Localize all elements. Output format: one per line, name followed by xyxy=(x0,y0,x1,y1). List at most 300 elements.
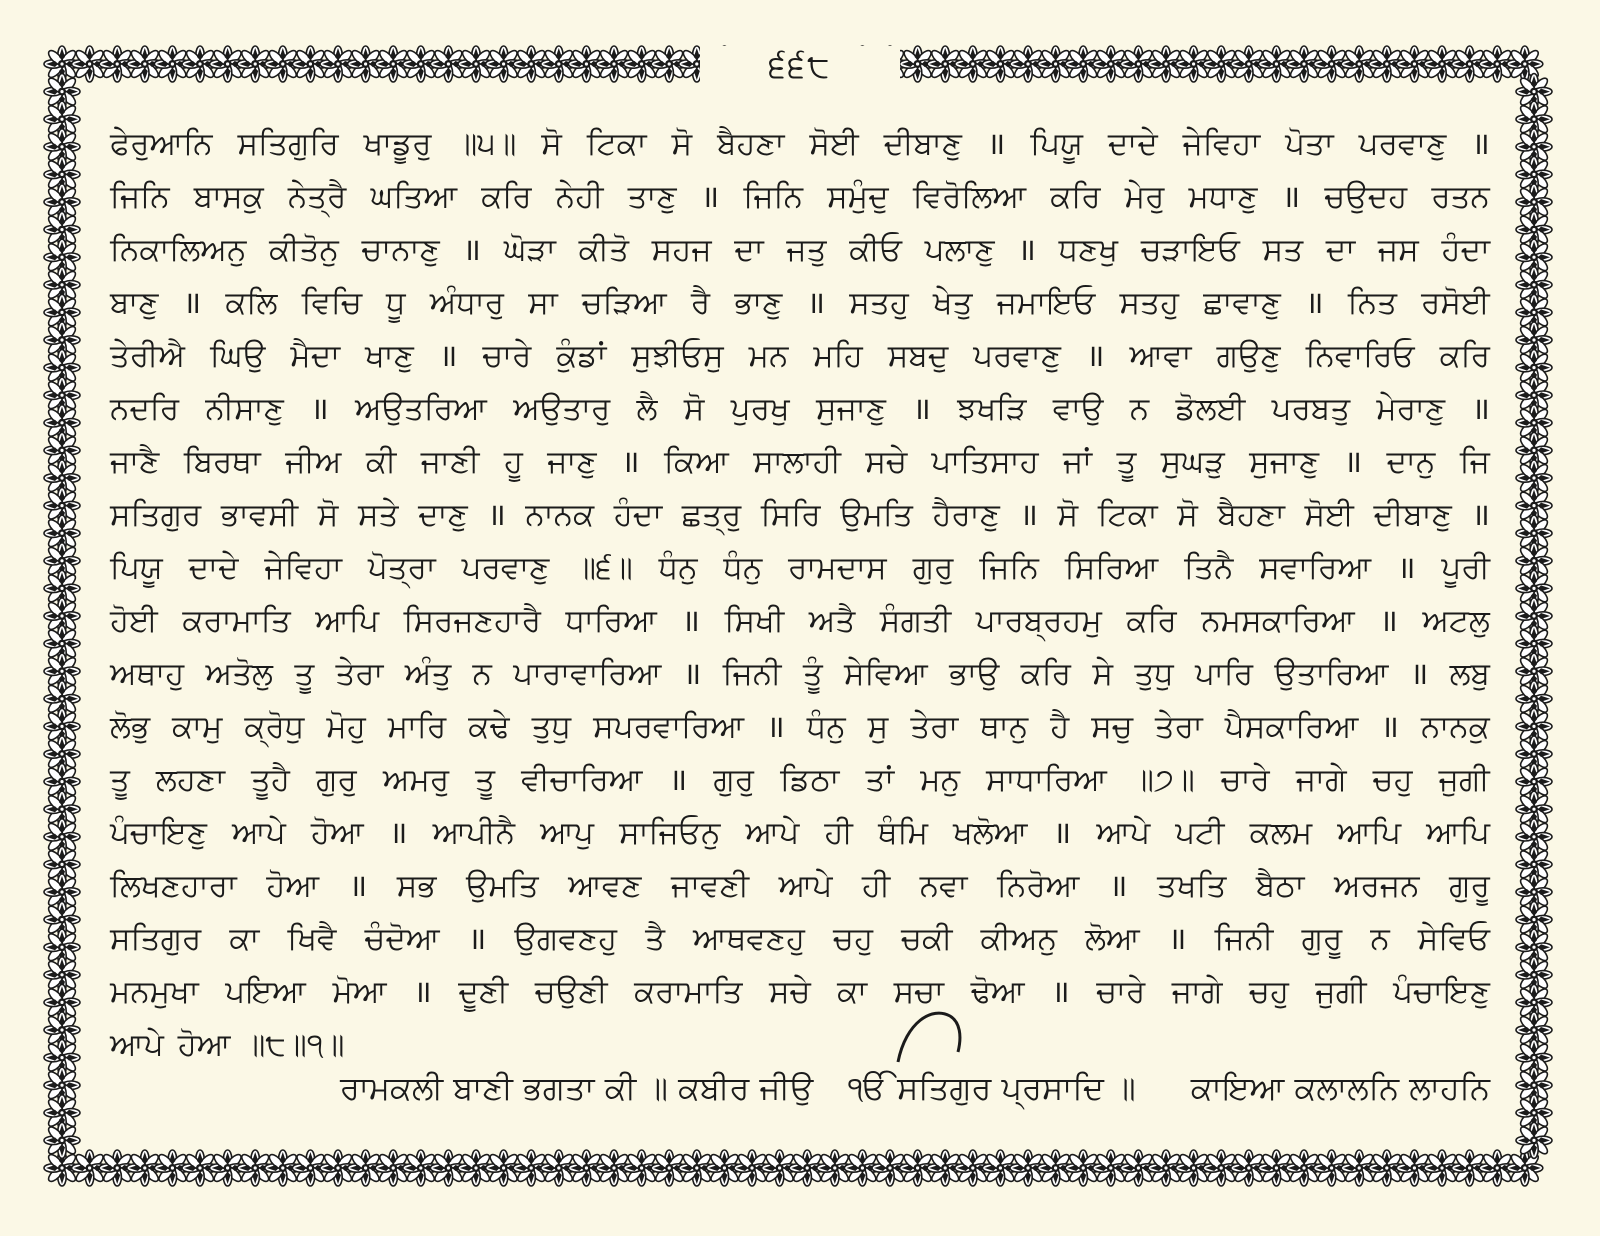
word: ਸੋ xyxy=(541,126,562,162)
word: ਕੀ xyxy=(365,444,397,480)
word: ਗੁਰੁ xyxy=(315,762,357,798)
word: ਆਪਿ xyxy=(315,603,379,639)
word: ਫੇਰੁਆਨਿ xyxy=(110,126,213,162)
word: ਛਤ੍ਰੁ xyxy=(681,497,742,533)
word: ਅਮਰੁ xyxy=(382,762,450,798)
word: ਕਰਾਮਾਤਿ xyxy=(182,603,291,639)
word: ਅਥਾਹੁ xyxy=(110,656,185,692)
word: ॥ xyxy=(1471,126,1490,162)
word: ਜਾਗੇ xyxy=(1171,974,1223,1010)
word: ਗੁਰੂ xyxy=(1449,868,1490,904)
word: ਮਧਾਣੁ xyxy=(1188,179,1258,215)
word: ਵਾਉ xyxy=(1052,391,1104,427)
word: ਖਾਣੁ xyxy=(365,338,414,374)
word: ॥ xyxy=(388,815,408,851)
text-line xyxy=(110,648,1490,701)
word: ਘੋੜਾ xyxy=(503,232,556,268)
word: ਕੀਤੋ xyxy=(578,232,629,268)
word: ਰਾਮਦਾਸ xyxy=(788,550,887,586)
word: ਚਕੀ xyxy=(901,921,953,957)
word: ਲੋਭੁ xyxy=(110,709,150,745)
word: ਸਮੁੰਦੁ xyxy=(827,179,889,215)
word: ॥੫॥ xyxy=(456,126,517,162)
word: ਕੀਓ xyxy=(849,232,902,268)
word: ਲਬੁ xyxy=(1449,656,1490,692)
word: ਆਪੁ xyxy=(540,815,594,851)
word: ਢੋਆ xyxy=(970,974,1025,1010)
word: ਅਉਤਰਿਆ xyxy=(355,391,487,427)
word: ਪਿਯੂ xyxy=(1030,126,1083,162)
word: ਚਹੁ xyxy=(833,921,873,957)
word: ਤੂੰ xyxy=(802,656,823,692)
heading-left: ਰਾਮਕਲੀ ਬਾਣੀ ਭਗਤਾ ਕੀ ॥ ਕਬੀਰ ਜੀਉ xyxy=(340,1069,814,1107)
word: ਗੁਰੁ xyxy=(713,762,754,798)
word: ਸਿਖੀ xyxy=(724,603,785,639)
word: ਕੁੰਡਾਂ xyxy=(556,338,607,374)
word: ਵੀਚਾਰਿਆ xyxy=(521,762,643,798)
word: ਦੀਬਾਣੁ xyxy=(1373,497,1452,533)
word: ਤੁਧੁ xyxy=(531,709,572,745)
word: ਨੇਤ੍ਰੈ xyxy=(287,179,347,215)
word: ਸਵਾਰਿਆ xyxy=(1259,550,1372,586)
word: ਗੁਰੂ xyxy=(1301,921,1343,957)
word: ਟਿਕਾ xyxy=(1097,497,1158,533)
text-line xyxy=(110,860,1490,913)
word: ਤੈ xyxy=(645,921,665,957)
word: ਹੈ xyxy=(1050,709,1070,745)
word: ਬੈਠਾ xyxy=(1255,868,1305,904)
word: ਆਪੇ xyxy=(745,815,800,851)
word: ਦਾਨੁ xyxy=(1386,444,1436,480)
word: ਜੁਗੀ xyxy=(1438,762,1490,798)
word: ॥ xyxy=(1380,709,1399,745)
word: ਆਪੇ xyxy=(232,815,286,851)
word: ਬੈਹਣਾ xyxy=(1217,497,1285,533)
word: ॥ xyxy=(1052,815,1072,851)
word: ਸੇ xyxy=(1092,656,1113,692)
word: ਅਤੈ xyxy=(808,603,856,639)
section-heading xyxy=(340,1060,1490,1116)
text-line xyxy=(110,966,1490,1019)
word: ਜਾਣੀ xyxy=(420,444,480,480)
word: ਤੂ xyxy=(475,762,495,798)
word: ਜਾਂ xyxy=(1063,444,1093,480)
word: ਘਿਉ xyxy=(209,338,266,374)
word: ਜਮਾਇਓ xyxy=(996,285,1096,321)
word: ਮੈਦਾ xyxy=(290,338,341,374)
word: ॥ xyxy=(467,921,487,957)
word: ਅੰਧਾਰੁ xyxy=(429,285,505,321)
word: ਸਤਿਗੁਰ xyxy=(110,921,202,957)
word: ਦੀਬਾਣੁ xyxy=(883,126,962,162)
word: ਜਸ xyxy=(1377,232,1419,268)
word: ਧੰਨੁ xyxy=(658,550,698,586)
word: ਤੂਹੈ xyxy=(251,762,290,798)
text-line xyxy=(110,913,1490,966)
word: ਨਦਰਿ xyxy=(110,391,180,427)
word: ਛਾਵਾਣੁ xyxy=(1203,285,1281,321)
word: ਸਾਲਾਹੀ xyxy=(753,444,841,480)
word: ਕਰਿ xyxy=(1439,338,1490,374)
word: ਥੰਮਿ xyxy=(877,815,928,851)
word: ਸੋ xyxy=(317,497,339,533)
word: ਉਗਵਣਹੁ xyxy=(514,921,617,957)
word: ਤਖਤਿ xyxy=(1156,868,1227,904)
word: ਹੋਆ xyxy=(266,868,320,904)
word: ਸਿਰਿਆ xyxy=(1064,550,1159,586)
word: ਧੂ xyxy=(386,285,406,321)
word: ਰਤਨ xyxy=(1431,179,1490,215)
word: ਖਿਵੈ xyxy=(287,921,337,957)
word: ਥਾਨੁ xyxy=(980,709,1029,745)
word: ਚੰਦੋਆ xyxy=(364,921,440,957)
word: ਕੀਅਨੁ xyxy=(980,921,1057,957)
word: ਸੋ xyxy=(1177,497,1198,533)
word: ਨਿਰੋਆ xyxy=(997,868,1080,904)
word: ਸੁਘੜੁ xyxy=(1160,444,1225,480)
word: ਰੈ xyxy=(690,285,711,321)
word: ਜੇਵਿਹਾ xyxy=(264,550,342,586)
word: ਹੰਦਾ xyxy=(1441,232,1490,268)
word: ॥ xyxy=(1017,232,1036,268)
word: ਨੀਸਾਣੁ xyxy=(205,391,284,427)
word: ਮਨੁ xyxy=(920,762,960,798)
word: ਗਉਣੁ xyxy=(1216,338,1281,374)
word: ਝਖੜਿ xyxy=(957,391,1027,427)
word: ਪਰਵਾਣੁ xyxy=(461,550,550,586)
word: ਚਉਦਹ xyxy=(1324,179,1408,215)
word: ਤੇਰਾ xyxy=(335,656,384,692)
word: ਜਿ xyxy=(1459,444,1490,480)
word: ਸਤਹੁ xyxy=(849,285,909,321)
word: ਹੀ xyxy=(824,815,853,851)
word: ਮੇਰੁ xyxy=(1124,179,1165,215)
word: ॥ xyxy=(912,391,931,427)
word: ਸੁਝੀਓਸੁ xyxy=(631,338,724,374)
word: ਸੋ xyxy=(683,391,705,427)
text-line xyxy=(110,224,1490,277)
border-flower xyxy=(44,1122,80,1158)
word: ਡੋਲਈ xyxy=(1175,391,1246,427)
word: ਸੁਜਾਣੁ xyxy=(1249,444,1320,480)
word: ਕਰਾਮਾਤਿ xyxy=(634,974,743,1010)
word: ਸਚੁ xyxy=(1091,709,1133,745)
word: ਮਾਰਿ xyxy=(387,709,447,745)
word: ਆਥਵਣਹੁ xyxy=(692,921,805,957)
word: ॥ xyxy=(1471,391,1490,427)
word: ॥ xyxy=(682,656,702,692)
word: ਧਾਰਿਆ xyxy=(565,603,657,639)
word: ਤਾਂ xyxy=(865,762,895,798)
word: ॥ xyxy=(1396,550,1416,586)
word: ॥ xyxy=(668,762,688,798)
word: ਕਿਆ xyxy=(664,444,729,480)
word: ਜਾਣੈ xyxy=(110,444,160,480)
word: ਨ xyxy=(1129,391,1150,427)
word: ॥੭॥ xyxy=(1132,762,1195,798)
word: ਧੰਨੁ xyxy=(806,709,846,745)
text-line xyxy=(110,330,1490,383)
word: ਤੇਰਾ xyxy=(1154,709,1203,745)
word: ਜੁਗੀ xyxy=(1315,974,1367,1010)
word: ॥ xyxy=(1343,444,1363,480)
word: ॥ xyxy=(1471,497,1490,533)
word: ਤੇਰੀਐ xyxy=(110,338,185,374)
word: ਤੁਧੁ xyxy=(1134,656,1174,692)
border-flower xyxy=(1516,1122,1552,1158)
word: ਚਹੁ xyxy=(1248,974,1289,1010)
word: ਕਲਮ xyxy=(1249,815,1313,851)
word: ਲਹਣਾ xyxy=(155,762,225,798)
word: ਹੈਰਾਣੁ xyxy=(932,497,1000,533)
word: ॥ xyxy=(1085,338,1105,374)
word: ਸੰਗਤੀ xyxy=(879,603,952,639)
word: ਨਾਨਕੁ xyxy=(1420,709,1490,745)
word: ਕਾਮੁ xyxy=(171,709,223,745)
word: ਸਾਜਿਓਨੁ xyxy=(619,815,721,851)
word: ਚਉਣੀ xyxy=(534,974,608,1010)
word: ਸਤਿਗੁਰਿ xyxy=(237,126,339,162)
word: ਲੈ xyxy=(636,391,658,427)
word: ਡਿਠਾ xyxy=(780,762,840,798)
word: ਨਿਵਾਰਿਓ xyxy=(1305,338,1415,374)
word: ਧੰਨੁ xyxy=(723,550,763,586)
word: ਹੰਦਾ xyxy=(613,497,663,533)
word: ਸੇਵਿਆ xyxy=(843,656,928,692)
word: ਖਾਡੂਰੁ xyxy=(363,126,432,162)
word: ਹੀ xyxy=(861,868,891,904)
word: ਸਪਰਵਾਰਿਆ xyxy=(593,709,745,745)
word: ਕਰਿ xyxy=(1020,656,1072,692)
text-line xyxy=(110,171,1490,224)
word: ਕਰਿ xyxy=(481,179,532,215)
word: ਲੋਆ xyxy=(1085,921,1140,957)
word: ॥ xyxy=(487,497,506,533)
word: ਸੋ xyxy=(671,126,693,162)
word: ਨਮਸਕਾਰਿਆ xyxy=(1201,603,1355,639)
word: ਸਾ xyxy=(528,285,558,321)
word: ਆਪੇ xyxy=(778,868,833,904)
word: ॥ xyxy=(462,232,481,268)
word: ਸਾਧਾਰਿਆ xyxy=(986,762,1107,798)
word: ਪੰਚਾਇਣੁ xyxy=(1393,974,1490,1010)
word: ਕ੍ਰੋਧੁ xyxy=(244,709,305,745)
word: ਸਤਿਗੁਰ xyxy=(110,497,202,533)
word: ਦੂਣੀ xyxy=(458,974,509,1010)
word: ॥ xyxy=(1019,497,1038,533)
word: ਸੁ xyxy=(867,709,889,745)
word: ਪਾਰਾਵਾਰਿਆ xyxy=(513,656,662,692)
word: ਸਤ xyxy=(1262,232,1304,268)
word: ਲਿਖਣਹਾਰਾ xyxy=(110,868,237,904)
word: ॥ xyxy=(1051,974,1070,1010)
word: ਪਇਆ xyxy=(225,974,306,1010)
word: ਪਿਯੂ xyxy=(110,550,163,586)
word: ॥ xyxy=(1167,921,1187,957)
word: ਪੋਤ੍ਰਾ xyxy=(367,550,436,586)
word: ਮੋਆ xyxy=(332,974,387,1010)
word: ਜਾਵਣੀ xyxy=(671,868,750,904)
word: ਦਾਦੇ xyxy=(188,550,239,586)
word: ਦਾਦੇ xyxy=(1107,126,1158,162)
word: ਪੰਚਾਇਣੁ xyxy=(110,815,207,851)
text-line xyxy=(110,542,1490,595)
word: ਖੇਤੁ xyxy=(933,285,973,321)
word: ਤਿਨੈ xyxy=(1184,550,1234,586)
word: ਜਤੁ xyxy=(786,232,827,268)
word: ਪੋਤਾ xyxy=(1285,126,1334,162)
word: ਸਿਰਿ xyxy=(760,497,821,533)
word: ਪਰਵਾਣੁ xyxy=(1358,126,1447,162)
word: ਨ xyxy=(1370,921,1390,957)
word: ਅਟਲੁ xyxy=(1422,603,1490,639)
word: ਨ xyxy=(472,656,492,692)
word: ਆਪੀਨੈ xyxy=(432,815,516,851)
text-line xyxy=(110,489,1490,542)
word: ਘਤਿਆ xyxy=(370,179,458,215)
word: ਜੀਅ xyxy=(285,444,342,480)
word: ਪੈਸਕਾਰਿਆ xyxy=(1224,709,1359,745)
word: ਹੂ xyxy=(503,444,523,480)
word: ਸਭ xyxy=(396,868,437,904)
word: ਆਪਿ xyxy=(1337,815,1402,851)
word: ਜਾਗੇ xyxy=(1295,762,1347,798)
word: ॥ xyxy=(1281,179,1301,215)
word: ਤੂ xyxy=(294,656,315,692)
word: ਮਨ xyxy=(748,338,789,374)
word: ਸੋਈ xyxy=(1304,497,1354,533)
word: ਹੋਈ xyxy=(110,603,158,639)
word: ॥ xyxy=(1305,285,1324,321)
word: ਚੜਾਇਓ xyxy=(1140,232,1240,268)
word: ਆਪੇ xyxy=(1096,815,1151,851)
word: ਪਰਬਤੁ xyxy=(1271,391,1351,427)
word: ਅਉਤਾਰੁ xyxy=(513,391,611,427)
word: ਦਾ xyxy=(1325,232,1356,268)
word: ਬਾਸਕੁ xyxy=(193,179,264,215)
word: ਹੋਆ xyxy=(177,1027,231,1063)
word: ਮਹਿ xyxy=(813,338,863,374)
word: ਅਤੋਲੁ xyxy=(205,656,273,692)
word: ਨਿਕਾਲਿਅਨੁ xyxy=(110,232,247,268)
word: ਉਮਤਿ xyxy=(465,868,539,904)
text-line xyxy=(110,807,1490,860)
word: ਕਢੇ xyxy=(468,709,510,745)
word: ਪਟੀ xyxy=(1175,815,1225,851)
word: ਬਿਰਥਾ xyxy=(183,444,261,480)
word: ਚਹੁ xyxy=(1372,762,1413,798)
word: ॥ xyxy=(348,868,368,904)
word: ਕਲਿ xyxy=(225,285,278,321)
word: ਸਚੇ xyxy=(769,974,811,1010)
word: ॥ xyxy=(182,285,202,321)
word: ਕਰਿ xyxy=(1050,179,1101,215)
word: ਮੋਹੁ xyxy=(326,709,366,745)
word: ਚਾਨਾਣੁ xyxy=(361,232,440,268)
word: ਉਮਤਿ xyxy=(840,497,913,533)
scripture-text xyxy=(110,118,1490,1072)
word: ਆਵਾ xyxy=(1129,338,1192,374)
word: ॥ xyxy=(621,444,640,480)
word: ਖਲੋਆ xyxy=(953,815,1028,851)
word: ਪਾਰਬ੍ਰਹਮੁ xyxy=(975,603,1102,639)
text-line xyxy=(110,118,1490,171)
word: ਬਾਣੁ xyxy=(110,285,159,321)
page-number: ੬੬੮ xyxy=(700,46,900,86)
word: ਸਤੇ xyxy=(357,497,399,533)
word: ਜੇਵਿਹਾ xyxy=(1182,126,1261,162)
word: ਕਾ xyxy=(837,974,868,1010)
word: ਮੇਰਾਣੁ xyxy=(1376,391,1446,427)
word: ਜਾਣੁ xyxy=(547,444,597,480)
text-line xyxy=(110,383,1490,436)
word: ਧਣਖੁ xyxy=(1058,232,1118,268)
word: ਆਪਿ xyxy=(1426,815,1490,851)
word: ॥੮॥੧॥ xyxy=(244,1027,345,1063)
word: ਪਰਵਾਣੁ xyxy=(973,338,1061,374)
word: ਨਾਨਕ xyxy=(525,497,595,533)
word: ॥ xyxy=(438,338,458,374)
word: ॥ xyxy=(413,974,432,1010)
word: ॥ xyxy=(1379,603,1398,639)
word: ਜਿਨਿ xyxy=(110,179,170,215)
word: ਆਵਣ xyxy=(568,868,642,904)
word: ਜਿਨੀ xyxy=(1214,921,1274,957)
word: ਜਿਨੀ xyxy=(722,656,782,692)
word: ਸਿਰਜਣਹਾਰੈ xyxy=(403,603,541,639)
word: ਪਾਤਿਸਾਹ xyxy=(931,444,1039,480)
word: ਪੁਰਖੁ xyxy=(730,391,790,427)
word: ਟਿਕਾ xyxy=(586,126,647,162)
word: ਤਾਣੁ xyxy=(627,179,677,215)
word: ਸਹਜ xyxy=(651,232,712,268)
word: ॥ xyxy=(310,391,329,427)
word: ਪਲਾਣੁ xyxy=(924,232,995,268)
word: ਭਾਵਸੀ xyxy=(220,497,299,533)
word: ਤੂ xyxy=(1116,444,1137,480)
word: ਚਾਰੇ xyxy=(1096,974,1146,1010)
word: ਬੈਹਣਾ xyxy=(717,126,785,162)
word: ॥੬॥ xyxy=(575,550,633,586)
word: ਸੁਜਾਣੁ xyxy=(815,391,886,427)
word: ਸਬਦੁ xyxy=(887,338,949,374)
text-line xyxy=(110,436,1490,489)
word: ਉਤਾਰਿਆ xyxy=(1274,656,1389,692)
heading-right: ਕਾਇਆ ਕਲਾਲਨਿ ਲਾਹਨਿ xyxy=(1190,1069,1490,1107)
word: ਦਾਣੁ xyxy=(418,497,468,533)
word: ਚਾਰੇ xyxy=(482,338,532,374)
word: ਵਿਰੋਲਿਆ xyxy=(912,179,1027,215)
word: ਕਰਿ xyxy=(1126,603,1177,639)
word: ਸੋ xyxy=(1057,497,1079,533)
word: ਆਪੇ xyxy=(110,1027,164,1063)
word: ਤੇਰਾ xyxy=(910,709,959,745)
text-line xyxy=(110,277,1490,330)
word: ਮਨਮੁਖਾ xyxy=(110,974,199,1010)
word: ॥ xyxy=(766,709,785,745)
word: ਚੜਿਆ xyxy=(581,285,667,321)
word: ॥ xyxy=(700,179,720,215)
text-line xyxy=(110,701,1490,754)
word: ਗੁਰੁ xyxy=(912,550,954,586)
word: ਅੰਤੁ xyxy=(404,656,452,692)
word: ਹੋਆ xyxy=(310,815,364,851)
word: ਸੇਵਿਓ xyxy=(1417,921,1490,957)
word: ਭਾਉ xyxy=(949,656,1000,692)
word: ਸੋਈ xyxy=(809,126,859,162)
word: ਜਿਨਿ xyxy=(979,550,1039,586)
text-line xyxy=(110,754,1490,807)
